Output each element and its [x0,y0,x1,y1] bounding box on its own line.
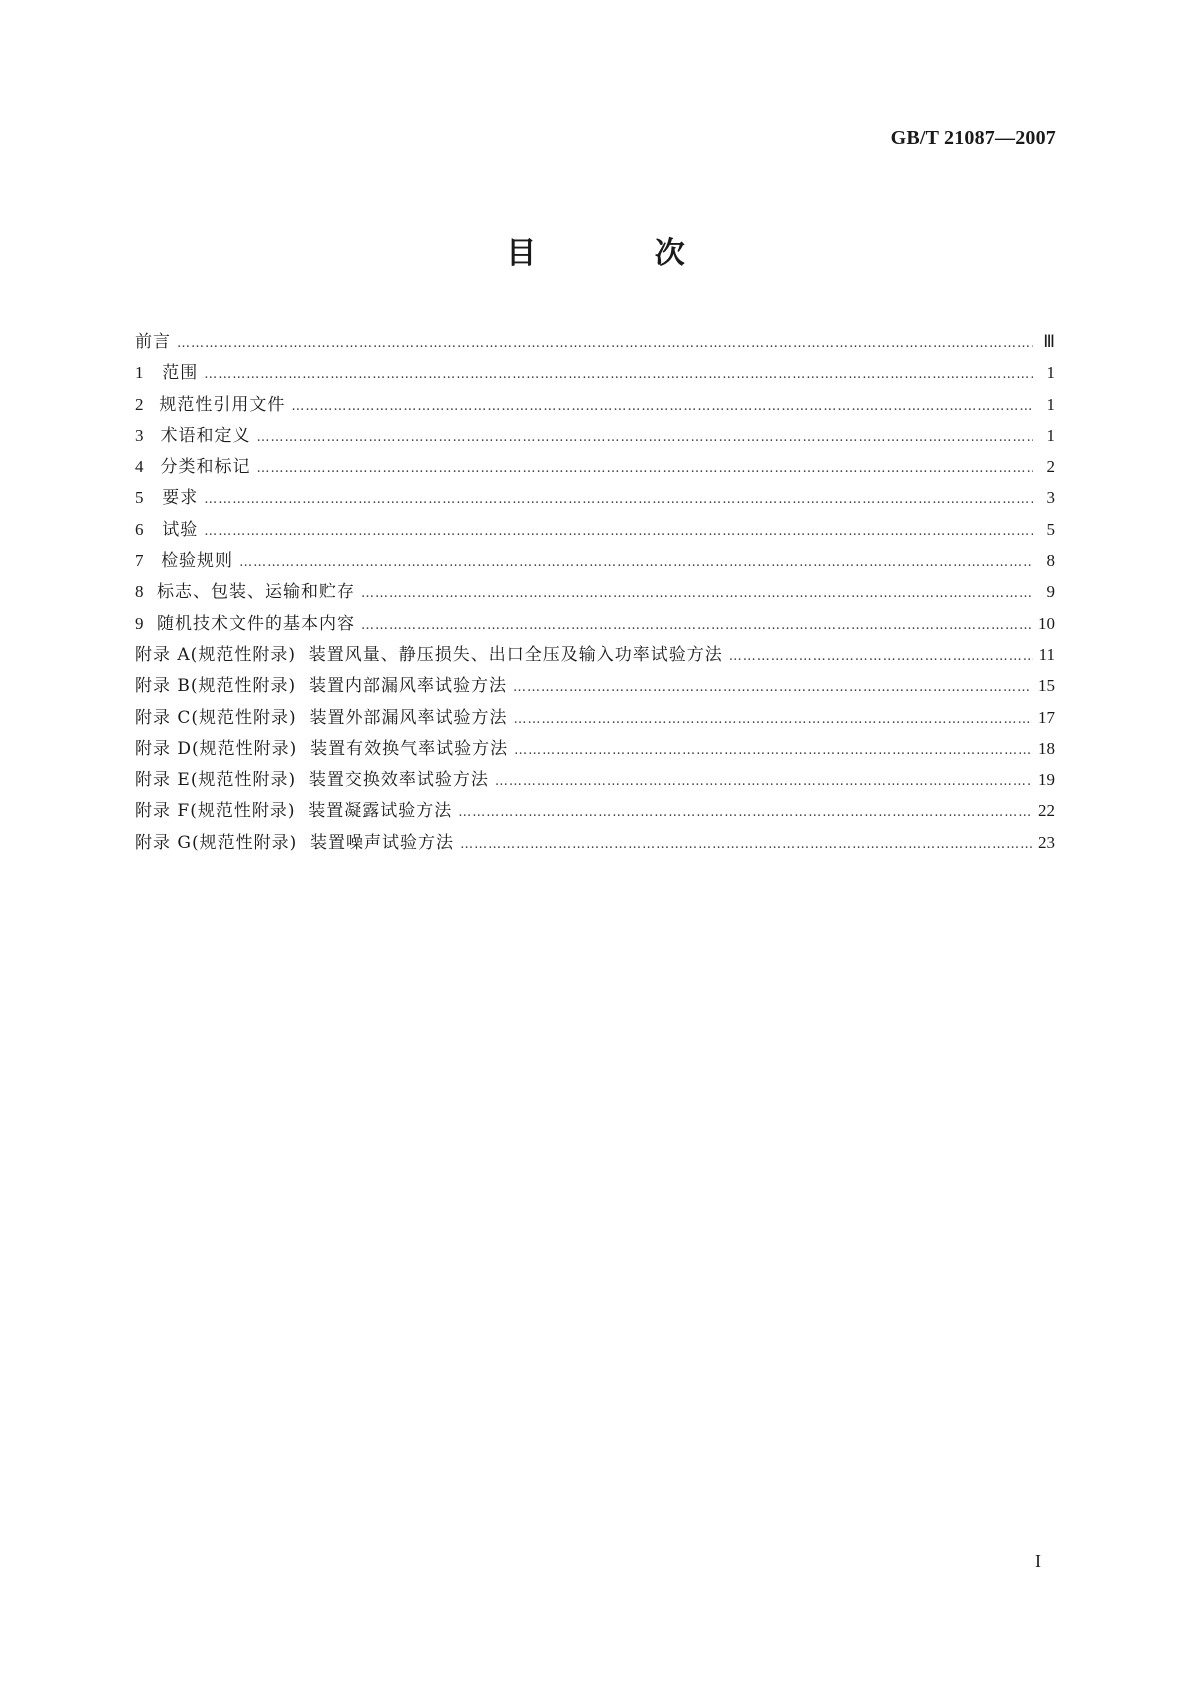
toc-dot-leader [239,555,1033,570]
toc-dot-leader [513,712,1032,727]
toc-dot-leader [460,837,1032,852]
toc-entry-number: 7 [135,551,144,571]
toc-entry-page: 15 [1038,676,1055,696]
toc-dot-leader [256,461,1033,476]
toc-entry-label: 附录 F(规范性附录) 装置凝露试验方法 [135,801,453,822]
toc-entry-label: 试验 [162,519,199,540]
toc-entry-label: 标志、包装、运输和贮存 [157,582,356,603]
toc-entry-2[interactable] [135,390,1055,421]
toc-entry-label: 术语和定义 [160,425,251,446]
toc-dot-leader [291,399,1033,414]
toc-entry-page: 1 [1046,425,1055,445]
toc-entry-label: 随机技术文件的基本内容 [157,613,356,634]
toc-entry-page: 2 [1046,457,1055,477]
toc-entry-1[interactable] [135,358,1055,389]
toc-entry-page: 19 [1038,770,1055,790]
toc-dot-leader [458,805,1032,820]
toc-entry-page: 22 [1038,801,1055,821]
toc-entry-label: 附录 B(规范性附录) 装置内部漏风率试验方法 [135,676,507,697]
toc-entry-appendix-g[interactable] [135,828,1055,859]
toc-entry-number: 8 [135,582,144,602]
toc-entry-label: 附录 C(规范性附录) 装置外部漏风率试验方法 [135,707,508,728]
toc-entry-9[interactable] [135,609,1055,640]
standard-code: GB/T 21087—2007 [890,127,1056,149]
toc-dot-leader [177,336,1033,351]
toc-entry-page: 1 [1046,363,1055,383]
toc-dot-leader [204,492,1033,507]
toc-entry-number: 9 [135,613,144,633]
toc-entry-number: 6 [135,519,144,539]
toc-entry-appendix-a[interactable] [135,640,1055,671]
page-number: I [1035,1551,1041,1571]
toc-entry-label: 范围 [162,363,199,384]
toc-entry-label: 附录 E(规范性附录) 装置交换效率试验方法 [135,770,489,791]
table-of-contents [135,327,1055,859]
toc-entry-page: 9 [1046,582,1055,602]
toc-entry-page: Ⅲ [1043,332,1055,351]
toc-entry-number: 3 [135,425,144,445]
toc-dot-leader [729,649,1033,664]
toc-entry-foreword[interactable] [135,327,1055,358]
toc-entry-appendix-d[interactable] [135,734,1055,765]
toc-entry-label: 附录 G(规范性附录) 装置噪声试验方法 [135,832,455,853]
toc-entry-appendix-b[interactable] [135,671,1055,702]
toc-dot-leader [361,586,1033,601]
toc-entry-page: 18 [1038,738,1055,758]
toc-entry-5[interactable] [135,483,1055,514]
toc-entry-3[interactable] [135,421,1055,452]
toc-dot-leader [204,367,1033,382]
toc-entry-number: 1 [135,363,144,383]
toc-entry-number: 2 [135,394,144,414]
toc-dot-leader [514,743,1032,758]
toc-dot-leader [256,430,1033,445]
toc-entry-page: 8 [1046,551,1055,571]
toc-entry-number: 5 [135,488,144,508]
toc-entry-appendix-c[interactable] [135,703,1055,734]
toc-entry-page: 5 [1046,519,1055,539]
toc-dot-leader [495,774,1032,789]
toc-entry-page: 10 [1038,613,1055,633]
toc-entry-6[interactable] [135,515,1055,546]
toc-dot-leader [513,680,1032,695]
toc-entry-7[interactable] [135,546,1055,577]
toc-entry-page: 23 [1038,832,1055,852]
toc-entry-label: 附录 D(规范性附录) 装置有效换气率试验方法 [135,738,509,759]
toc-entry-page: 3 [1046,488,1055,508]
toc-entry-label: 要求 [162,488,199,509]
toc-entry-8[interactable] [135,577,1055,608]
toc-entry-label: 检验规则 [161,551,234,572]
toc-dot-leader [361,618,1032,633]
toc-entry-number: 4 [135,457,144,477]
toc-entry-4[interactable] [135,452,1055,483]
toc-entry-label: 分类和标记 [160,457,251,478]
toc-entry-appendix-f[interactable] [135,796,1055,827]
toc-entry-page: 11 [1038,644,1055,664]
toc-entry-label: 规范性引用文件 [159,394,286,415]
toc-entry-appendix-e[interactable] [135,765,1055,796]
toc-entry-label: 前言 [135,332,171,352]
toc-entry-label: 附录 A(规范性附录) 装置风量、静压损失、出口全压及输入功率试验方法 [135,644,723,665]
toc-dot-leader [204,524,1033,539]
toc-entry-page: 1 [1046,394,1055,414]
toc-entry-page: 17 [1038,707,1055,727]
page-title: 目 次 [506,236,739,271]
